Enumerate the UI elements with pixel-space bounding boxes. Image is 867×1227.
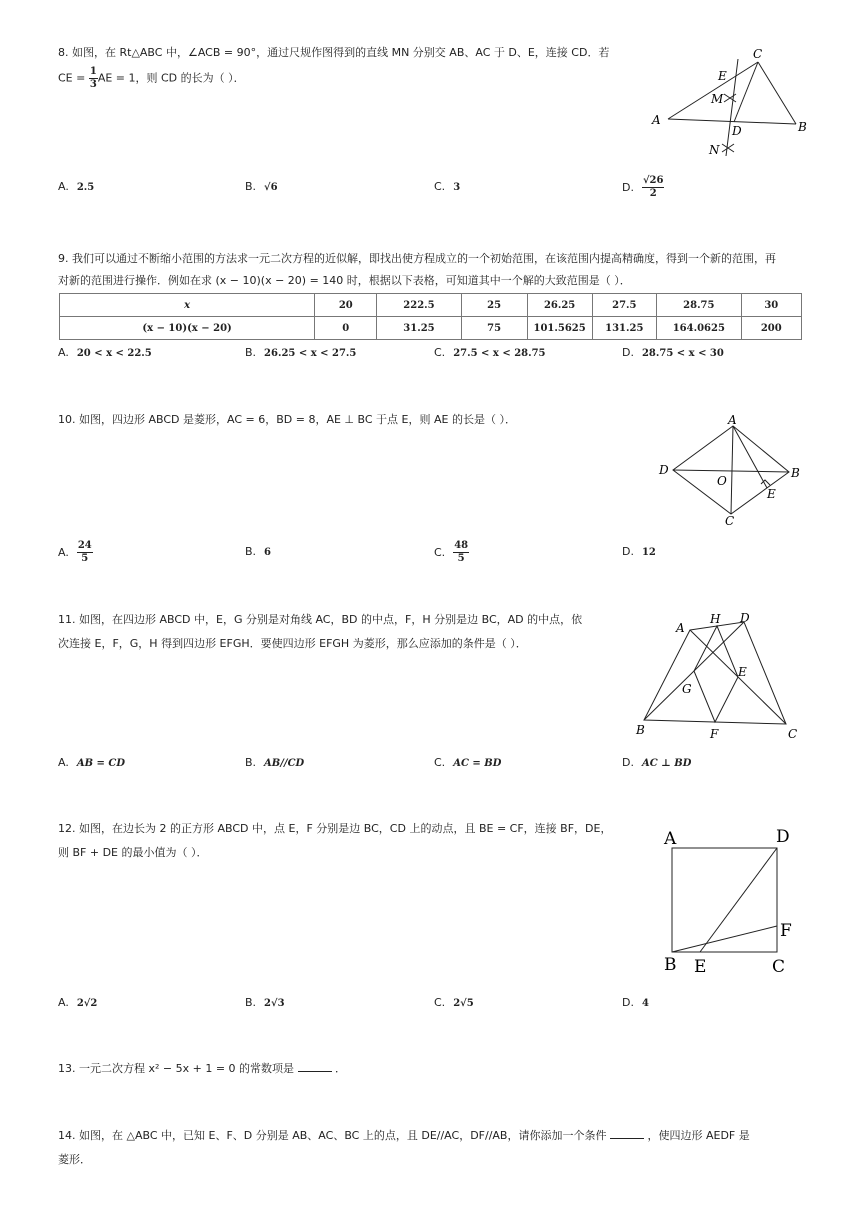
- q12-stem-line2: 则 BF + DE 的最小值为（ ）．: [58, 846, 208, 859]
- q14-stem-line1: [58, 1125, 750, 1147]
- q12-line-BF: [672, 926, 777, 952]
- q8-stem-fraction: $\frac{1}{3}$: [89, 66, 97, 90]
- q8-stem-post: AE = 1，则 CD 的长为（ ）．: [97, 71, 245, 85]
- q8-option-b[interactable]: B. √6: [245, 180, 278, 193]
- q10-stem-line1: 10. 如图，四边形 ABCD 是菱形，AC = 6，BD = 8，AE ⊥ BC 于点 E，则 AE 的长是（ ）．: [58, 413, 516, 426]
- q10-option-d[interactable]: D. 12: [622, 545, 656, 558]
- q8-line-AC: [668, 62, 758, 119]
- q12-stem-line1: 12. 如图，在边长为 2 的正方形 ABCD 中，点 E，F 分别是边 BC，CD 上的动点，且 BE = CF，连接 BF，DE，: [58, 822, 612, 835]
- q8-option-d[interactable]: D. $\frac{√26}{2}$: [622, 175, 664, 199]
- q11-label-C: C: [788, 727, 798, 741]
- table-cell: 25: [461, 294, 527, 317]
- q8-line-MN: [726, 59, 738, 156]
- q10-figure: [655, 412, 805, 530]
- q11-label-B: B: [636, 723, 645, 737]
- table-cell: 131.25: [592, 317, 657, 340]
- q13-answer-blank[interactable]: [298, 1061, 332, 1072]
- q14-stem-pre: 14. 如图，在 △ABC 中，已知 E、F、D 分别是 AB、AC、BC 上的点，且 DE//AC，DF//AB，请你添加一个条件: [58, 1129, 607, 1142]
- q12-option-d[interactable]: D. 4: [622, 996, 649, 1009]
- q11-label-H: H: [710, 612, 721, 626]
- q8-arc-mark-N: [722, 144, 734, 152]
- q10-line-AE: [733, 426, 767, 488]
- q12-label-C: C: [772, 957, 786, 977]
- q11-label-F: F: [710, 727, 719, 741]
- q8-stem-pre: CE =: [58, 71, 89, 85]
- q8-stem-line2: [58, 66, 245, 91]
- q12-label-E: E: [694, 957, 707, 977]
- table-row: [60, 317, 802, 340]
- table-cell: 31.25: [377, 317, 461, 340]
- q11-label-E: E: [738, 665, 747, 679]
- q10-label-B: B: [791, 466, 800, 480]
- table-cell: 222.5: [377, 294, 461, 317]
- q12-square: [672, 848, 777, 952]
- q8-label-N: N: [709, 143, 720, 157]
- table-cell: 200: [741, 317, 801, 340]
- q12-label-F: F: [780, 921, 792, 941]
- table-cell: 164.0625: [657, 317, 741, 340]
- q11-figure: [632, 608, 812, 742]
- q12-line-DE: [700, 848, 777, 952]
- q10-option-b[interactable]: B. 6: [245, 545, 272, 558]
- q12-label-A: A: [664, 829, 677, 849]
- q8-stem-line1: 8. 如图，在 Rt△ABC 中，∠ACB = 90°，通过尺规作图得到的直线 MN 分别交 AB、AC 于 D、E，连接 CD．若: [58, 46, 610, 59]
- q12-option-b[interactable]: B. 2√3: [245, 996, 285, 1009]
- q11-label-D: D: [740, 611, 750, 625]
- q9-option-d[interactable]: D. 28.75 < x < 30: [622, 346, 724, 359]
- table-cell: 30: [741, 294, 801, 317]
- q13-stem-pre: 13. 一元二次方程 x² − 5x + 1 = 0 的常数项是: [58, 1062, 295, 1075]
- table-cell: (x − 10)(x − 20): [60, 317, 315, 340]
- q9-stem-line2: 对新的范围进行操作．例如在求 (x − 10)(x − 20) = 140 时，根据以下表格，可知道其中一个解的大致范围是（ ）．: [58, 274, 631, 287]
- q8-label-B: B: [798, 120, 807, 134]
- q10-option-a[interactable]: A. $\frac{24}{5}$: [58, 540, 92, 564]
- q9-option-c[interactable]: C. 27.5 < x < 28.75: [434, 346, 546, 359]
- table-cell: 28.75: [657, 294, 741, 317]
- q13-stem: [58, 1058, 346, 1080]
- table-cell: x: [60, 294, 315, 317]
- q8-label-A: A: [652, 113, 661, 127]
- q12-figure: [660, 824, 800, 979]
- q8-option-c[interactable]: C. 3: [434, 180, 461, 193]
- q8-option-a[interactable]: A. 2.5: [58, 180, 95, 193]
- q14-answer-blank[interactable]: [610, 1128, 644, 1139]
- q10-label-A: A: [728, 413, 737, 427]
- table-cell: 101.5625: [527, 317, 592, 340]
- q8-label-C: C: [753, 47, 763, 61]
- q8-line-CB: [758, 62, 796, 124]
- q10-label-D: D: [659, 463, 669, 477]
- q11-label-A: A: [676, 621, 685, 635]
- q8-arc-mark-M: [724, 94, 736, 102]
- q11-stem-line1: 11. 如图，在四边形 ABCD 中，E，G 分别是对角线 AC，BD 的中点，F，H 分别是边 BC，AD 的中点，依: [58, 613, 583, 626]
- q12-option-c[interactable]: C. 2√5: [434, 996, 474, 1009]
- q10-label-O: O: [717, 474, 727, 488]
- q11-option-a[interactable]: A. AB = CD: [58, 756, 126, 769]
- q8-label-D: D: [732, 124, 742, 138]
- q14-stem-post: ，使四边形 AEDF 是: [647, 1129, 750, 1142]
- q12-label-B: B: [664, 955, 677, 975]
- table-row: [60, 294, 802, 317]
- q8-line-CD: [734, 62, 758, 122]
- q14-stem-line2: 菱形．: [58, 1153, 91, 1166]
- table-cell: 75: [461, 317, 527, 340]
- q11-quadrilateral: [644, 622, 786, 724]
- table-cell: 27.5: [592, 294, 657, 317]
- table-cell: 20: [315, 294, 377, 317]
- q10-option-c[interactable]: C. $\frac{48}{5}$: [434, 540, 469, 564]
- q10-diagonal-AC: [731, 426, 733, 514]
- q13-stem-post: ．: [335, 1062, 347, 1075]
- table-cell: 0: [315, 317, 377, 340]
- q11-stem-line2: 次连接 E，F，G，H 得到四边形 EFGH．要使四边形 EFGH 为菱形，那么应添加的条件是（ ）．: [58, 637, 527, 650]
- q10-label-E: E: [767, 487, 776, 501]
- q12-label-D: D: [776, 827, 790, 847]
- q9-stem-line1: 9. 我们可以通过不断缩小范围的方法求一元二次方程的近似解，即找出使方程成立的一个初始范围，在该范围内提高精确度，得到一个新的范围，再: [58, 252, 776, 265]
- q8-label-M: M: [711, 92, 724, 106]
- q11-option-c[interactable]: C. AC = BD: [434, 756, 502, 769]
- q12-option-a[interactable]: A. 2√2: [58, 996, 98, 1009]
- q9-table: [59, 293, 802, 340]
- q10-diagonal-BD: [673, 470, 789, 472]
- q10-label-C: C: [725, 514, 735, 528]
- q11-option-b[interactable]: B. AB//CD: [245, 756, 305, 769]
- q9-option-a[interactable]: A. 20 < x < 22.5: [58, 346, 152, 359]
- q11-label-G: G: [682, 682, 692, 696]
- q8-figure: [648, 44, 818, 164]
- table-cell: 26.25: [527, 294, 592, 317]
- q11-option-d[interactable]: D. AC ⊥ BD: [622, 756, 692, 769]
- q8-label-E: E: [718, 69, 727, 83]
- q9-option-b[interactable]: B. 26.25 < x < 27.5: [245, 346, 357, 359]
